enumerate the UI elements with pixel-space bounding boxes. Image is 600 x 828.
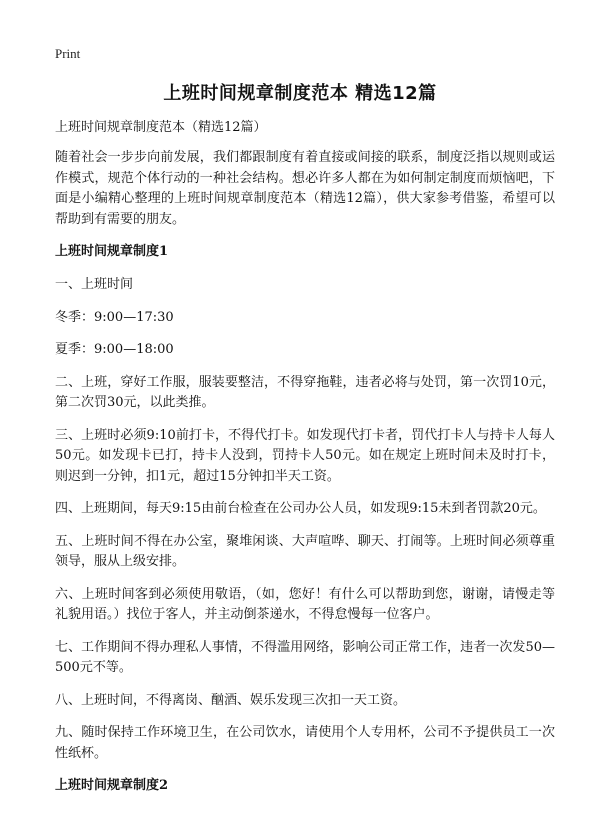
section-1-paragraph: 夏季：9:00—18:00 [55, 342, 174, 357]
section-1-paragraph: 七、工作期间不得办理私人事情，不得滥用网络，影响公司正常工作，违者一次发50—500元不等。 [55, 639, 555, 675]
intro-paragraph: 随着社会一步步向前发展，我们都跟制度有着直接或间接的联系，制度泛指以规则或运作模式，规范个体行动的一种社会结构。想必许多人都在为如何制定制度而烦恼吧，下面是小编精心整理的上班时间规章制度范本（精选12篇），供大家参考借鉴，希望可以帮助到有需要的朋友。 [55, 150, 555, 227]
document-body [55, 118, 555, 809]
section-1-paragraph: 一、上班时间 [55, 277, 134, 292]
section-1-paragraph: 八、上班时间，不得离岗、酗酒、娱乐发现三次扣一天工资。 [55, 692, 407, 708]
print-link[interactable]: Print [55, 46, 81, 61]
page-title: 上班时间规章制度范本 精选12篇 [163, 83, 437, 104]
section-heading-2: 上班时间规章制度2 [55, 778, 169, 793]
section-1-paragraph: 冬季：9:00—17:30 [55, 309, 174, 325]
section-1-paragraph: 二、上班，穿好工作服，服装要整洁，不得穿拖鞋，违者必将与处罚，第一次罚10元，第二次罚30元，以此类推。 [55, 374, 555, 410]
section-1-paragraph: 六、上班时间客到必须使用敬语，（如，您好！有什么可以帮助到您，谢谢，请慢走等礼貌用语。）找位于客人，并主动倒茶递水，不得怠慢每一位客户。 [55, 586, 555, 622]
section-1-paragraph: 九、随时保持工作环境卫生，在公司饮水，请使用个人专用杯，公司不予提供员工一次性纸杯。 [55, 725, 555, 761]
section-1-paragraph: 五、上班时间不得在办公室，聚堆闲谈、大声喧哗、聊天、打闹等。上班时间必须尊重领导，服从上级安排。 [55, 533, 555, 569]
section-1-paragraph: 四、上班期间，每天9:15由前台检查在公司办公人员，如发现9:15未到者罚款20元。 [55, 501, 546, 516]
section-heading-1: 上班时间规章制度1 [55, 244, 169, 259]
section-1-paragraph: 三、上班时必须9:10前打卡，不得代打卡。如发现代打卡者，罚代打卡人与持卡人每人50元。如发现卡已打，持卡人没到，罚持卡人50元。如在规定上班时间未及时打卡，则迟到一分钟，扣1元，超过15分钟扣半天工资。 [55, 427, 555, 484]
document-subtitle: 上班时间规章制度范本（精选12篇） [55, 120, 267, 135]
